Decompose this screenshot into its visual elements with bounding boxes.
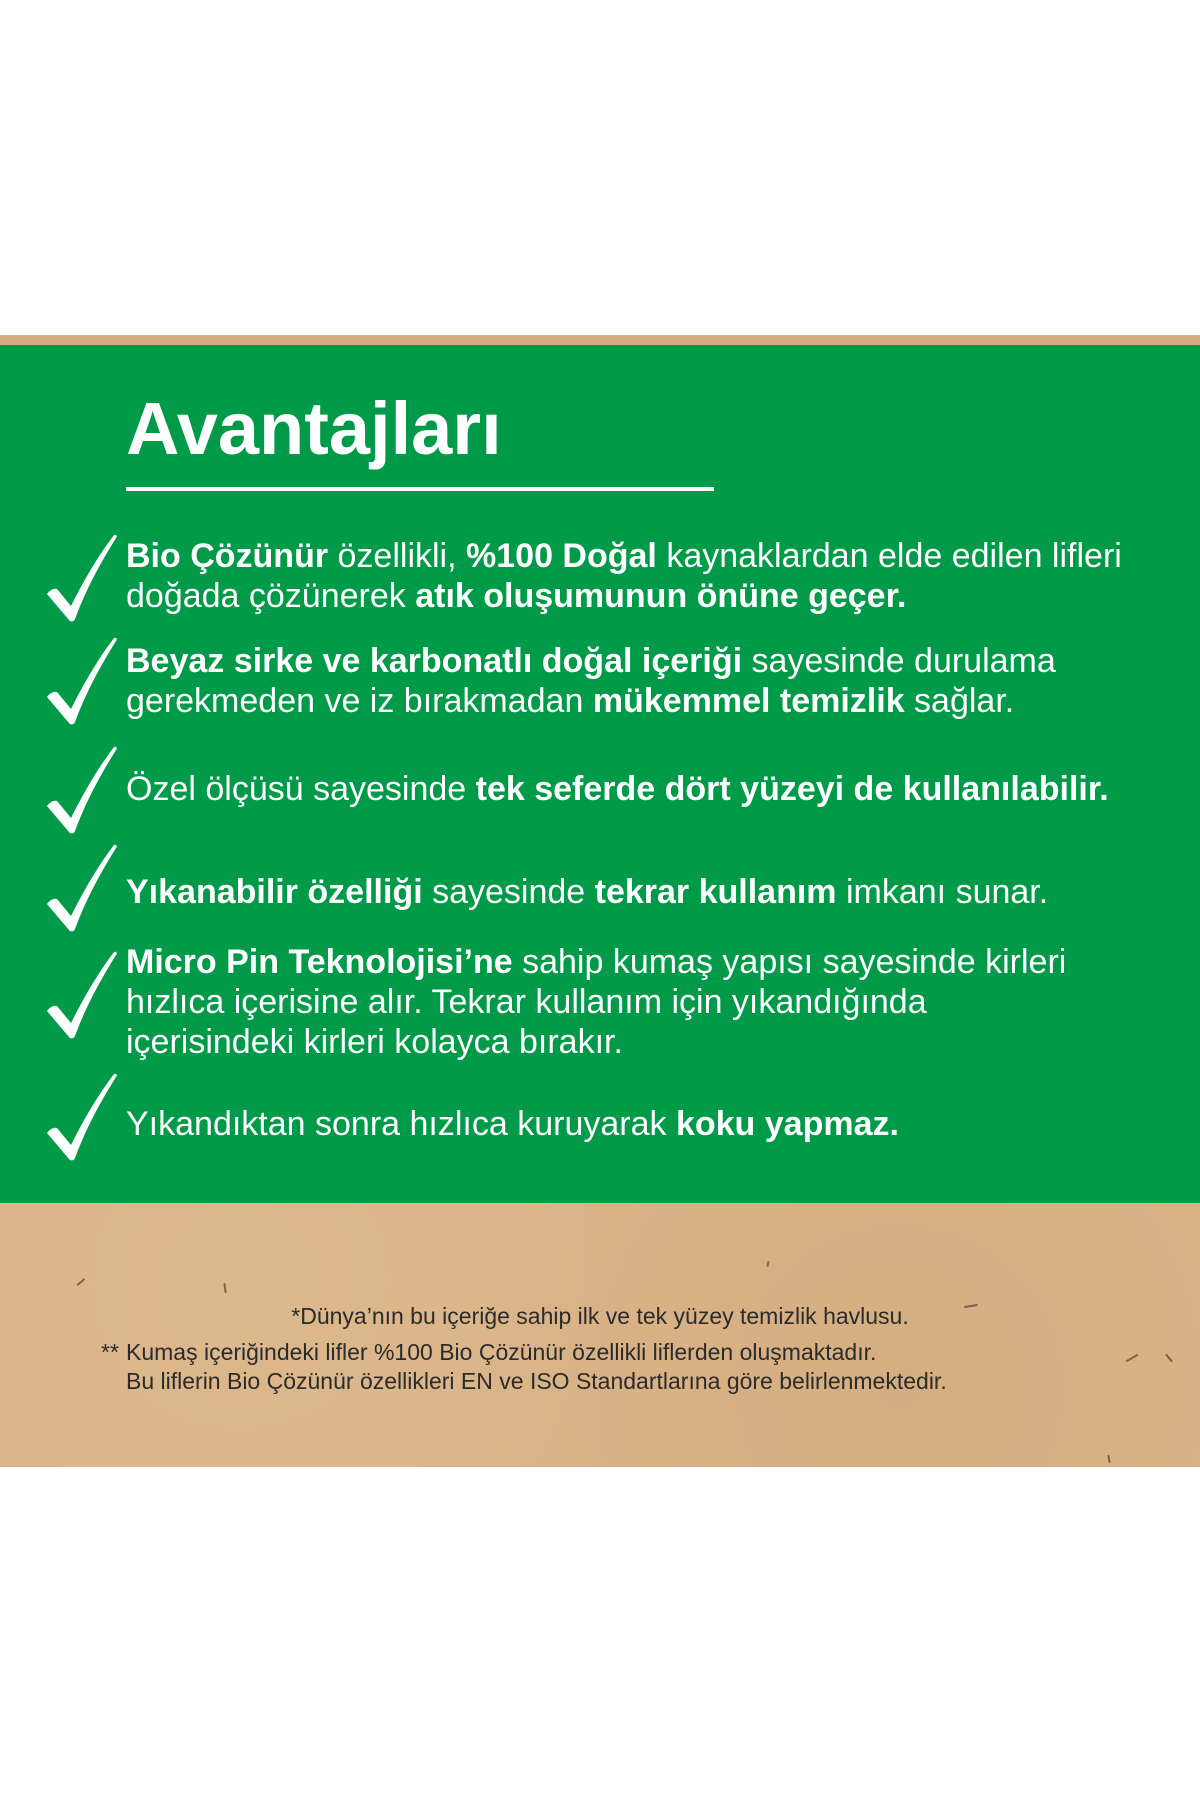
feature-list [0, 345, 1200, 1203]
feature-text [126, 641, 1056, 721]
footnote [101, 1338, 947, 1396]
feature-text-regular: sahip kumaş yapısı sayesinde kirleri [512, 943, 1067, 981]
feature-text-bold: Yıkanabilir özelliği [126, 873, 423, 911]
feature-line [126, 641, 1056, 681]
footnote [0, 1302, 1200, 1330]
footnote-marker: * [291, 1303, 301, 1329]
panel-title: Avantajları [126, 387, 502, 470]
feature-text [126, 872, 1048, 912]
feature-line [126, 576, 1122, 616]
top-paper-strip [0, 335, 1200, 345]
feature-line [126, 769, 1109, 809]
feature-text-bold: atık oluşumunun önüne geçer. [415, 577, 907, 615]
footnote-list [0, 1203, 1200, 1467]
feature-text [126, 536, 1122, 616]
feature-text [126, 942, 1066, 1062]
footnote-text: Bu liflerin Bio Çözünür özellikleri EN ve ISO Standartlarına göre belirlenmektedir. [126, 1368, 947, 1394]
feature-line [126, 1022, 1066, 1062]
footnote-line [101, 1367, 947, 1396]
checkmark-icon [46, 746, 118, 834]
feature-text-bold: mükemmel temizlik [592, 682, 905, 720]
feature-text-bold: Micro Pin Teknolojisi’ne [126, 943, 513, 981]
feature-line [126, 982, 1066, 1022]
feature-text-bold: tek seferde dört yüzeyi de kullanılabilir. [475, 770, 1109, 808]
feature-text-bold: koku yapmaz. [675, 1105, 899, 1143]
feature-text-bold: tekrar kullanım [594, 873, 837, 911]
feature-text-bold: Beyaz sirke ve karbonatlı doğal içeriği [126, 642, 743, 680]
feature-text-regular: içerisindeki kirleri kolayca bırakır. [126, 1023, 623, 1061]
footnote-line [101, 1338, 947, 1367]
feature-text-regular: sağlar. [904, 682, 1015, 720]
footnote-text: Kumaş içeriğindeki lifler %100 Bio Çözünür özellikli liflerden oluşmaktadır. [126, 1339, 877, 1365]
feature-text-bold: %100 Doğal [466, 537, 657, 575]
checkmark-icon [46, 1073, 118, 1161]
feature-line [126, 681, 1056, 721]
feature-text-regular: Yıkandıktan sonra hızlıca kuruyarak [126, 1105, 676, 1143]
footnote-panel [0, 1203, 1200, 1467]
footnote-text: Dünya’nın bu içeriğe sahip ilk ve tek yüzey temizlik havlusu. [300, 1303, 909, 1329]
feature-text-regular: doğada çözünerek [126, 577, 416, 615]
feature-line [126, 1104, 899, 1144]
feature-text-regular: sayesinde durulama [742, 642, 1056, 680]
feature-text-regular: kaynaklardan elde edilen lifleri [656, 537, 1122, 575]
feature-text-regular: hızlıca içerisine alır. Tekrar kullanım için yıkandığında [126, 983, 927, 1021]
feature-line [126, 942, 1066, 982]
feature-text [126, 769, 1109, 809]
feature-line [126, 872, 1048, 912]
feature-text-regular: gerekmeden ve iz bırakmadan [126, 682, 593, 720]
advantages-panel [0, 345, 1200, 1203]
checkmark-icon [46, 951, 118, 1039]
feature-text-regular: sayesinde [422, 873, 595, 911]
checkmark-icon [46, 844, 118, 932]
checkmark-icon [46, 534, 118, 622]
feature-line [126, 536, 1122, 576]
footnote-line [0, 1302, 1200, 1330]
feature-text-bold: Bio Çözünür [126, 537, 329, 575]
footnote-marker: ** [101, 1339, 119, 1365]
feature-text [126, 1104, 899, 1144]
feature-text-regular: imkanı sunar. [836, 873, 1049, 911]
checkmark-icon [46, 637, 118, 725]
feature-text-regular: özellikli, [328, 537, 467, 575]
feature-text-regular: Özel ölçüsü sayesinde [126, 770, 476, 808]
